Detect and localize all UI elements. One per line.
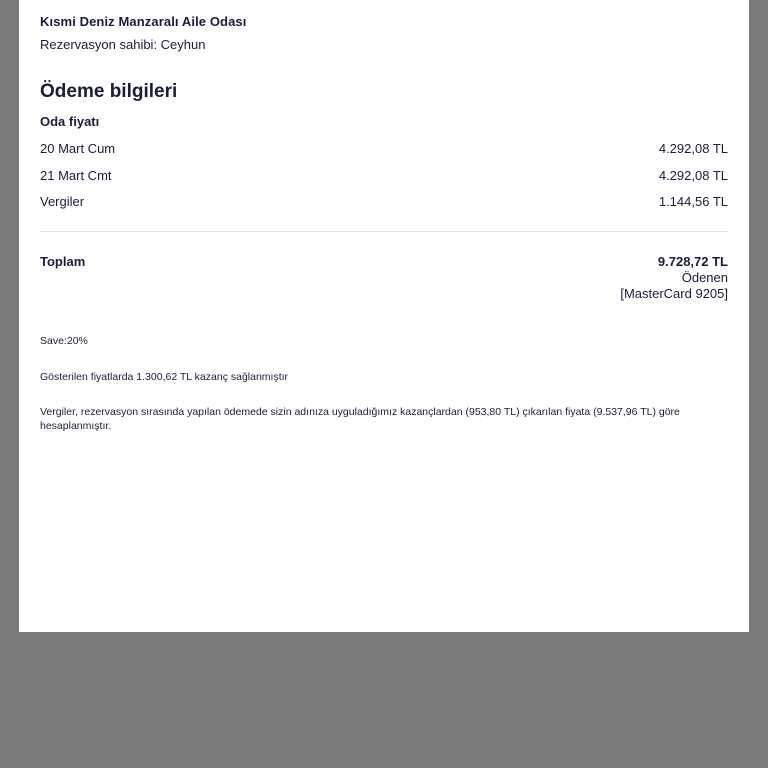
price-line-label: 20 Mart Cum <box>40 141 116 156</box>
savings-note: Gösterilen fiyatlarda 1.300,62 TL kazanç sağlanmıştır <box>40 371 289 383</box>
price-line-label: 21 Mart Cmt <box>40 168 112 183</box>
receipt-sheet <box>19 0 749 632</box>
save-note: Save:20% <box>40 335 88 347</box>
tax-info-note: Vergiler, rezervasyon sırasında yapılan ödemede sizin adınıza uyguladığımız kazançlardan (953,80 TL) çıkarılan fiyata (9.537,96 TL) göre hesaplanmıştır. <box>40 406 680 432</box>
room-name: Kısmi Deniz Manzaralı Aile Odası <box>40 14 247 29</box>
tax-line <box>40 194 728 209</box>
reservation-owner: Rezervasyon sahibi: Ceyhun <box>40 37 206 52</box>
tax-line-amount: 1.144,56 TL <box>658 194 728 209</box>
total-block <box>620 254 728 302</box>
room-price-label: Oda fiyatı <box>40 114 100 129</box>
paid-card: [MasterCard 9205] <box>620 286 728 301</box>
price-line <box>40 168 728 183</box>
price-line-amount: 4.292,08 TL <box>658 141 728 156</box>
paid-label: Ödenen <box>681 270 728 285</box>
price-line <box>40 141 728 156</box>
total-label: Toplam <box>40 254 86 269</box>
tax-line-label: Vergiler <box>40 194 85 209</box>
divider <box>40 231 728 232</box>
payment-section-title: Ödeme bilgileri <box>40 81 178 102</box>
total-amount: 9.728,72 TL <box>657 254 728 269</box>
price-line-amount: 4.292,08 TL <box>658 168 728 183</box>
